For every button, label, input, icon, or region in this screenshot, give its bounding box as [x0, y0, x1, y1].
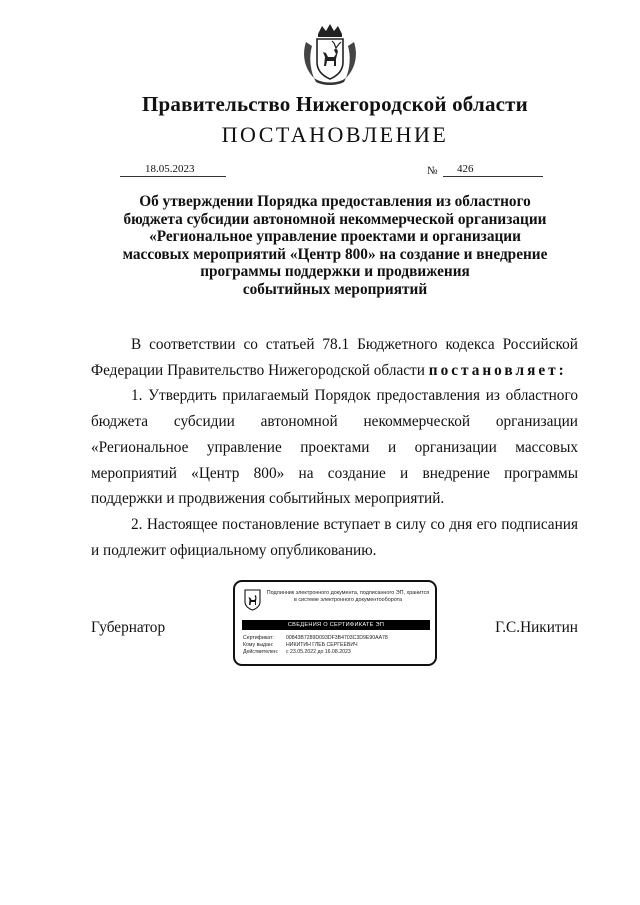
preamble-text: В соответствии со статьей 78.1 Бюджетного кодекса Российской Федерации Правительство Нижегородской области — [91, 336, 578, 379]
preamble-paragraph — [91, 332, 578, 383]
subject-line: Об утверждении Порядка предоставления из областного — [139, 193, 531, 210]
document-type: ПОСТАНОВЛЕНИЕ — [221, 122, 449, 147]
owner-value: НИКИТИН ГЛЕБ СЕРГЕЕВИЧ — [286, 642, 358, 648]
subject-line: массовых мероприятий «Центр 800» на создание и внедрение — [122, 245, 548, 263]
document-date: 18.05.2023 — [120, 163, 226, 177]
electronic-signature-stamp — [233, 580, 437, 666]
valid-value: с 23.05.2022 до 16.08.2023 — [286, 649, 351, 655]
stamp-note: Подлинник электронного документа, подписанного ЭП, хранится в системе электронного документооборота — [266, 590, 430, 603]
organization-title: Правительство Нижегородской области — [142, 92, 528, 116]
cert-label: Сертификат: — [243, 635, 274, 641]
signatory-name: Г.С.Никитин — [495, 619, 578, 636]
stamp-details — [243, 635, 388, 656]
decree-word: постановляет: — [428, 361, 567, 379]
signatory-title: Губернатор — [91, 619, 166, 636]
subject-line: «Региональное управление проектами и организации — [149, 228, 521, 245]
document-number: 426 — [443, 163, 543, 177]
item-1-paragraph: 1. Утвердить прилагаемый Порядок предоставления из областного бюджета субсидии автономной некоммерческой организации «Региональное управление проектами и организации массовых мероприятий «Центр 800» на создание и внедрение программы поддержки и продвижения событийных мероприятий. — [91, 387, 578, 508]
owner-label: Кому выдан: — [243, 642, 274, 648]
document-subject — [110, 193, 560, 298]
item-2-paragraph: 2. Настоящее постановление вступает в силу со дня его подписания и подлежит официальному опубликованию. — [91, 515, 578, 559]
stamp-cert-row — [243, 635, 388, 642]
stamp-owner-row — [243, 642, 388, 649]
subject-line: программы поддержки и продвижения — [200, 263, 470, 280]
stamp-certificate-header: СВЕДЕНИЯ О СЕРТИФИКАТЕ ЭП — [242, 620, 430, 630]
valid-label: Действителен: — [243, 649, 279, 655]
subject-line: событийных мероприятий — [242, 280, 428, 298]
cert-value: 00843B7289D093DF3B4703C3D9E90AA78 — [286, 635, 388, 641]
number-sign: № — [427, 165, 438, 177]
coat-of-arms-icon — [300, 24, 360, 86]
stamp-valid-row — [243, 649, 388, 656]
document-body — [91, 332, 578, 563]
subject-line: бюджета субсидии автономной некоммерческой организации — [123, 210, 547, 228]
stamp-emblem-icon — [244, 589, 261, 611]
